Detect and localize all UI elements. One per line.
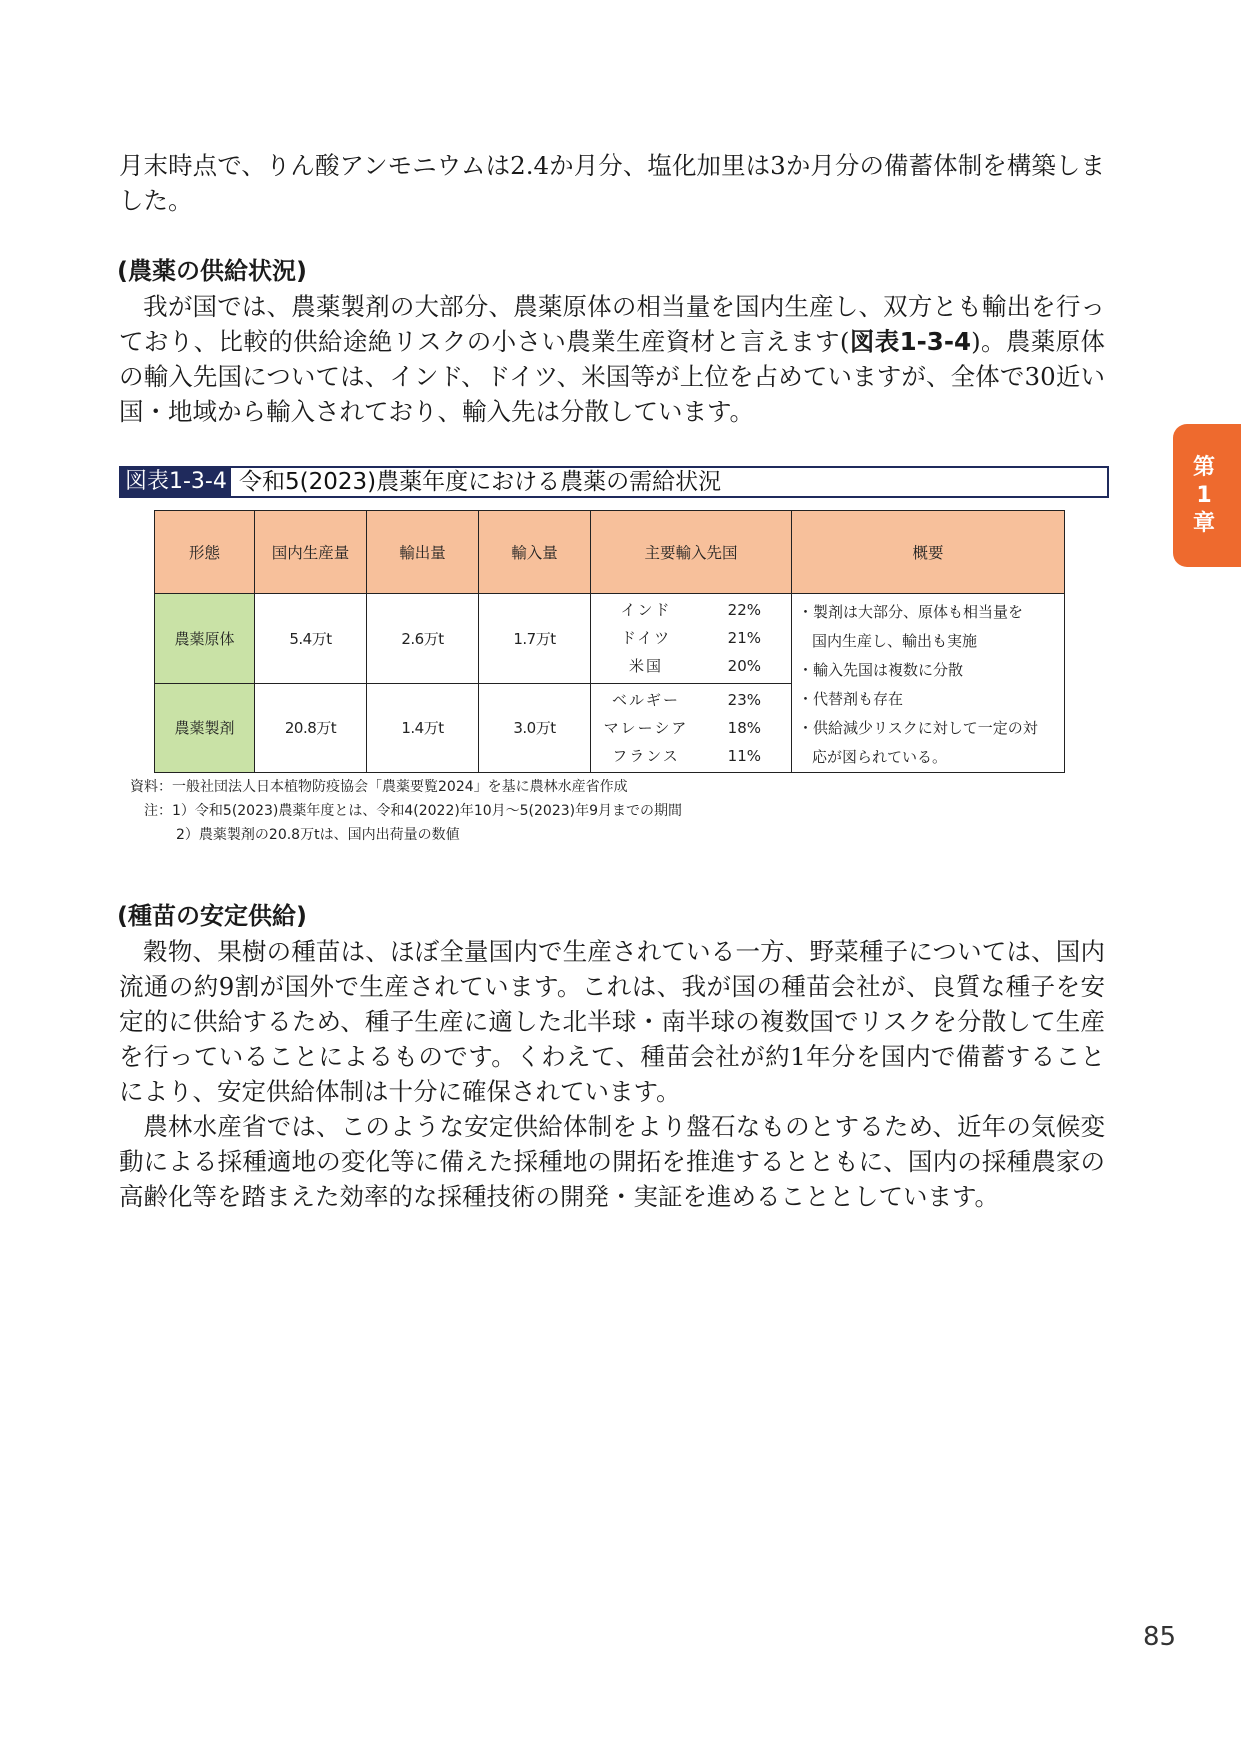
page-number: 85 bbox=[1143, 1622, 1177, 1652]
row-export: 1.4万t bbox=[367, 683, 479, 773]
row-countries bbox=[591, 683, 792, 773]
summary-line: ・製剤は大部分、原体も相当量を bbox=[798, 603, 1024, 621]
country-share: 18% bbox=[727, 718, 761, 737]
section-heading-pesticide-supply: (農薬の供給状況) bbox=[117, 257, 307, 285]
section-heading-seed-supply: (種苗の安定供給) bbox=[117, 902, 307, 930]
row-import: 1.7万t bbox=[479, 594, 591, 684]
chapter-tab bbox=[1173, 424, 1241, 567]
country-share: 22% bbox=[727, 601, 761, 620]
summary-line: 応が図られている。 bbox=[812, 748, 948, 766]
seed-supply-paragraph-1 bbox=[119, 934, 1105, 1109]
country-share: 11% bbox=[727, 746, 761, 765]
country-share: 20% bbox=[727, 657, 761, 676]
country-item bbox=[591, 742, 791, 770]
header-form: 形態 bbox=[155, 511, 255, 594]
country-name: フランス bbox=[612, 746, 680, 765]
table-row bbox=[155, 594, 1065, 684]
paragraph-text-b: )。農薬原体の輸入先国については、インド、ドイツ、米国等が上位を占めていますが、全体で30近い国・地域から輸入されており、輸入先は分散しています。 bbox=[119, 327, 1105, 426]
row-form: 農薬製剤 bbox=[155, 683, 255, 773]
table-header-row bbox=[155, 511, 1065, 594]
chapter-tab-line2: 1 bbox=[1196, 483, 1212, 508]
header-countries: 主要輸入先国 bbox=[591, 511, 792, 594]
figure-reference: 図表1-3-4 bbox=[849, 327, 972, 356]
intro-paragraph: 月末時点で、りん酸アンモニウムは2.4か月分、塩化加里は3か月分の備蓄体制を構築しました。 bbox=[119, 151, 1105, 215]
country-item bbox=[591, 686, 791, 714]
figure-title: 令和5(2023)農薬年度における農薬の需給状況 bbox=[239, 469, 722, 495]
row-domestic: 20.8万t bbox=[255, 683, 367, 773]
country-name: ドイツ bbox=[620, 629, 672, 648]
country-share: 21% bbox=[727, 629, 761, 648]
figure-label: 図表1-3-4 bbox=[121, 468, 231, 496]
row-export: 2.6万t bbox=[367, 594, 479, 684]
country-item bbox=[591, 714, 791, 742]
header-import: 輸入量 bbox=[479, 511, 591, 594]
paragraph-text: 農林水産省では、このような安定供給体制をより盤石なものとするため、近年の気候変動による採種適地の変化等に備えた採種地の開拓を推進するとともに、国内の採種農家の高齢化等を踏まえた効率的な採種技術の開発・実証を進めることとしています。 bbox=[119, 1112, 1105, 1211]
chapter-tab-line1: 第 bbox=[1192, 455, 1215, 480]
country-item bbox=[591, 652, 791, 680]
summary-line: ・輸入先国は複数に分散 bbox=[798, 661, 964, 679]
paragraph-text: 穀物、果樹の種苗は、ほぼ全量国内で生産されている一方、野菜種子については、国内流通の約9割が国外で生産されています。これは、我が国の種苗会社が、良質な種子を安定的に供給するため、種子生産に適した北半球・南半球の複数国でリスクを分散して生産を行っていることによるものです。くわえて、種苗会社が約1年分を国内で備蓄することにより、安定供給体制は十分に確保されています。 bbox=[119, 937, 1105, 1106]
pesticide-supply-table bbox=[154, 510, 1065, 773]
country-item bbox=[591, 596, 791, 624]
pesticide-supply-paragraph bbox=[119, 289, 1105, 429]
country-name: ベルギー bbox=[611, 690, 680, 709]
row-import: 3.0万t bbox=[479, 683, 591, 773]
country-item bbox=[591, 624, 791, 652]
figure-title-bar bbox=[119, 466, 1109, 498]
summary-line: ・供給減少リスクに対して一定の対 bbox=[798, 719, 1038, 737]
country-name: 米国 bbox=[628, 657, 663, 676]
row-countries bbox=[591, 594, 792, 684]
country-name: インド bbox=[620, 601, 672, 620]
row-form: 農薬原体 bbox=[155, 594, 255, 684]
header-domestic: 国内生産量 bbox=[255, 511, 367, 594]
footnote-2: 2）農薬製剤の20.8万tは、国内出荷量の数値 bbox=[176, 827, 460, 843]
header-summary: 概要 bbox=[792, 511, 1065, 594]
summary-line: ・代替剤も存在 bbox=[798, 690, 904, 708]
row-domestic: 5.4万t bbox=[255, 594, 367, 684]
summary-line: 国内生産し、輸出も実施 bbox=[812, 632, 978, 650]
header-export: 輸出量 bbox=[367, 511, 479, 594]
summary-cell bbox=[792, 594, 1065, 773]
country-name: マレーシア bbox=[603, 718, 689, 737]
seed-supply-paragraph-2 bbox=[119, 1109, 1105, 1214]
chapter-tab-line3: 章 bbox=[1192, 511, 1215, 536]
country-share: 23% bbox=[727, 690, 761, 709]
footnote-1: 注：1）令和5(2023)農薬年度とは、令和4(2022)年10月～5(2023)年9月までの期間 bbox=[144, 803, 683, 819]
source-note: 資料：一般社団法人日本植物防疫協会「農薬要覧2024」を基に農林水産省作成 bbox=[130, 779, 628, 795]
paragraph-text-a: 我が国では、農薬製剤の大部分、農薬原体の相当量を国内生産し、双方とも輸出を行っており、比較的供給途絶リスクの小さい農業生産資材と言えます( bbox=[119, 292, 1105, 356]
